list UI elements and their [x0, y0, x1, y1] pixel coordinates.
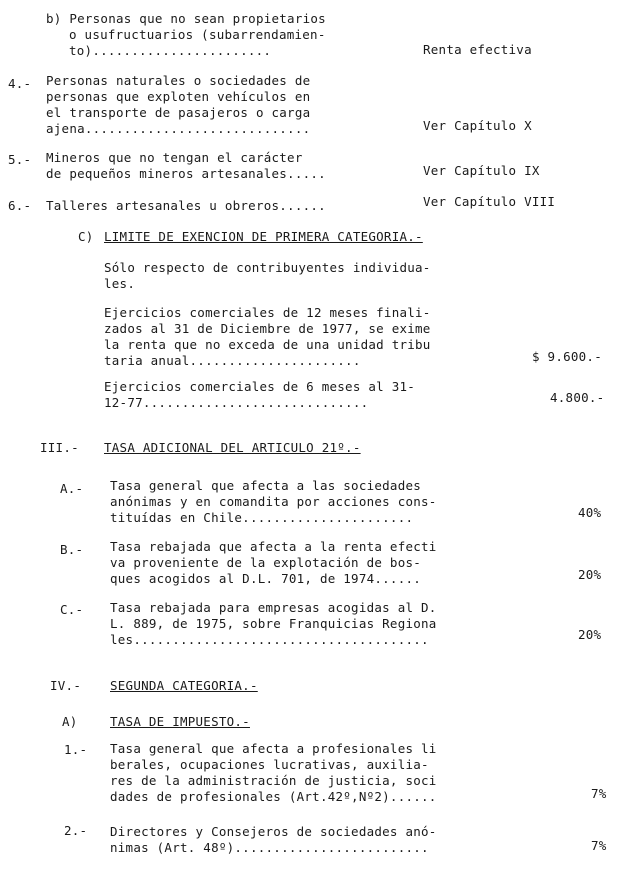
text-line: va proveniente de la explotación de bos-	[110, 555, 422, 570]
text-line: Tasa rebajada que afecta a la renta efecti	[110, 539, 437, 554]
text-line: dades de profesionales (Art.42º,Nº2)......	[110, 789, 437, 804]
text-line: b) Personas que no sean propietarios	[46, 11, 326, 26]
item-number: 6.-	[8, 198, 32, 213]
text-line: taria anual......................	[104, 353, 361, 368]
text-line: res de la administración de justicia, soci	[110, 773, 437, 788]
text-line: personas que exploten vehículos en	[46, 89, 311, 104]
right-value: Ver Capítulo VIII	[423, 194, 556, 209]
text-line: les.	[104, 276, 136, 291]
text-line: Talleres artesanales u obreros......	[46, 198, 326, 213]
section-number: III.-	[40, 440, 79, 455]
text-line: ajena.............................	[46, 121, 311, 136]
text-line: nimas (Art. 48º).........................	[110, 840, 429, 855]
text-line: les......................................	[110, 632, 429, 647]
text-line: Tasa rebajada para empresas acogidas al D.	[110, 600, 437, 615]
text-line: Ejercicios comerciales de 6 meses al 31-	[104, 379, 416, 394]
section-heading: TASA DE IMPUESTO.-	[110, 714, 250, 729]
section-number: IV.-	[50, 678, 82, 693]
right-value: 20%	[578, 627, 602, 642]
section-letter: A)	[62, 714, 78, 729]
right-value: 7%	[591, 838, 607, 853]
text-line: L. 889, de 1975, sobre Franquicias Regiona	[110, 616, 437, 631]
right-value: 7%	[591, 786, 607, 801]
item-number: 4.-	[8, 76, 32, 91]
text-line: de pequeños mineros artesanales.....	[46, 166, 326, 181]
right-value: Ver Capítulo IX	[423, 163, 540, 178]
text-line: Mineros que no tengan el carácter	[46, 150, 303, 165]
text-line: Personas naturales o sociedades de	[46, 73, 311, 88]
section-heading: TASA ADICIONAL DEL ARTICULO 21º.-	[104, 440, 361, 455]
text-line: to).......................	[69, 43, 272, 58]
item-number: 1.-	[64, 742, 88, 757]
text-line: anónimas y en comandita por acciones cons-	[110, 494, 437, 509]
right-value: 4.800.-	[550, 390, 605, 405]
text-line: Tasa general que afecta a las sociedades	[110, 478, 422, 493]
text-line: la renta que no exceda de una unidad tribu	[104, 337, 431, 352]
text-line: 12-77.............................	[104, 395, 369, 410]
item-number: A.-	[60, 481, 84, 496]
text-line: Tasa general que afecta a profesionales li	[110, 741, 437, 756]
right-value: Renta efectiva	[423, 42, 532, 57]
text-line: o usufructuarios (subarrendamien-	[69, 27, 326, 42]
text-line: Ejercicios comerciales de 12 meses finali-	[104, 305, 431, 320]
section-letter: C)	[78, 229, 102, 244]
right-value: 40%	[578, 505, 602, 520]
text-line: tituídas en Chile......................	[110, 510, 414, 525]
item-number: C.-	[60, 602, 84, 617]
right-value: $ 9.600.-	[532, 349, 602, 364]
item-number: 2.-	[64, 823, 88, 838]
text-line: el transporte de pasajeros o carga	[46, 105, 311, 120]
section-heading: SEGUNDA CATEGORIA.-	[110, 678, 258, 693]
item-number: B.-	[60, 542, 84, 557]
right-value: 20%	[578, 567, 602, 582]
text-line: Sólo respecto de contribuyentes individua-	[104, 260, 431, 275]
text-line: ques acogidos al D.L. 701, de 1974......	[110, 571, 422, 586]
text-line: Directores y Consejeros de sociedades anó-	[110, 824, 437, 839]
right-value: Ver Capítulo X	[423, 118, 532, 133]
text-line: zados al 31 de Diciembre de 1977, se exime	[104, 321, 431, 336]
section-heading: LIMITE DE EXENCION DE PRIMERA CATEGORIA.-	[104, 229, 423, 244]
item-number: 5.-	[8, 152, 32, 167]
text-line: berales, ocupaciones lucrativas, auxilia-	[110, 757, 429, 772]
